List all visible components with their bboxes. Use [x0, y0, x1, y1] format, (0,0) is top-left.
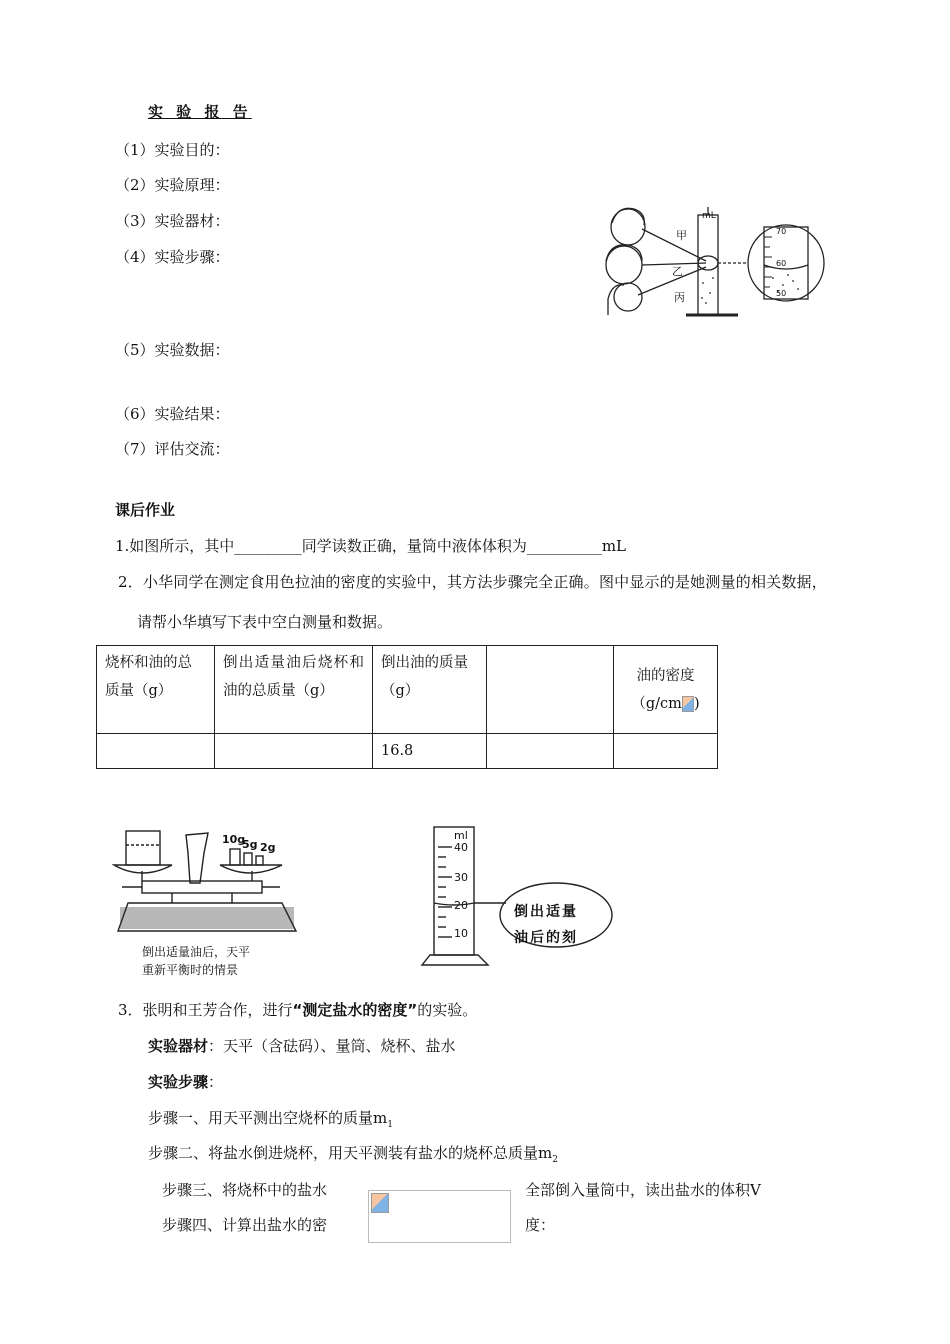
question-2-line2: 请帮小华填写下表中空白测量和数据。	[137, 613, 393, 631]
step-2-subscript: 2	[552, 1155, 558, 1165]
broken-image-placeholder	[368, 1190, 511, 1243]
table-header-row	[97, 646, 718, 734]
student-jia-label: 甲	[676, 229, 687, 242]
measuring-cylinder-figure	[418, 823, 618, 973]
balance-figure	[112, 823, 312, 983]
q3-step-2	[148, 1142, 558, 1165]
cylinder-ml-label: ml	[454, 829, 468, 842]
table-header-cell	[97, 646, 215, 734]
steps-colon: ：	[208, 1073, 224, 1091]
step-3-text-a: 步骤三、将烧杯中的盐水	[162, 1181, 328, 1199]
weight-5g-label: 5g	[242, 838, 258, 851]
table-header-cell: 油的密度（g/cm )	[614, 646, 718, 734]
materials-text: ：天平（含砝码）、量筒、烧杯、盐水	[208, 1037, 456, 1055]
cylinder-tick-30: 30	[454, 871, 468, 884]
oil-density-table	[96, 645, 718, 769]
report-item-principle: （2）实验原理：	[115, 176, 230, 194]
cylinder-tick-20: 20	[454, 899, 468, 912]
question-3-bold-title: “测定盐水的密度”	[292, 1001, 418, 1019]
weight-10g-label: 10g	[222, 833, 246, 846]
q3-step-1	[148, 1107, 393, 1130]
report-title: 实 验 报 告	[148, 103, 252, 121]
question-3	[118, 999, 477, 1020]
table-cell: 16.8	[373, 734, 487, 769]
report-item-result: （6）实验结果：	[115, 405, 230, 423]
table-cell	[614, 734, 718, 769]
student-yi-label: 乙	[672, 265, 683, 278]
table-row	[97, 734, 718, 769]
broken-image-icon	[371, 1193, 389, 1213]
tick-70-label: 70	[776, 227, 787, 236]
cylinder-tick-10: 10	[454, 927, 468, 940]
report-item-data: （5）实验数据：	[115, 341, 230, 359]
table-header-cell	[215, 646, 373, 734]
balance-caption-line1: 倒出适量油后，天平	[142, 945, 251, 959]
report-item-equipment: （3）实验器材：	[115, 212, 230, 230]
steps-label: 实验步骤	[148, 1073, 209, 1091]
step-1-subscript: 1	[387, 1120, 393, 1130]
report-item-evaluation: （7）评估交流：	[115, 440, 230, 458]
broken-image-icon	[682, 696, 694, 712]
q3-steps-heading	[148, 1071, 223, 1092]
cylinder-reading-figure	[598, 203, 828, 323]
step-2-text: 步骤二、将盐水倒进烧杯，用天平测装有盐水的烧杯总质量m	[148, 1144, 553, 1162]
step-3-text-b: 全部倒入量筒中，读出盐水的体积V	[525, 1181, 761, 1199]
header-total-mass: 烧杯和油的总质量（g）	[105, 655, 192, 699]
weight-2g-label: 2g	[260, 841, 276, 854]
table-header-cell	[487, 646, 614, 734]
student-bing-label: 丙	[674, 291, 685, 304]
tick-60-label: 60	[776, 259, 787, 268]
homework-heading: 课后作业	[115, 501, 176, 519]
header-poured-mass: 倒出油的质量（g）	[381, 655, 468, 699]
cylinder-unit-label: mL	[702, 211, 716, 221]
header-oil-density: 油的密度（g/cm	[631, 667, 695, 712]
materials-label: 实验器材	[148, 1037, 209, 1055]
q3-materials	[148, 1035, 456, 1056]
table-cell	[215, 734, 373, 769]
bubble-text-line1: 倒出适量	[514, 904, 578, 920]
question-3-intro: 3．张明和王芳合作，进行	[118, 1001, 293, 1019]
report-item-purpose: （1）实验目的：	[115, 141, 230, 159]
step-4-text-a: 步骤四、计算出盐水的密	[162, 1216, 328, 1234]
cylinder-tick-40: 40	[454, 841, 468, 854]
question-3-end: 的实验。	[417, 1001, 478, 1019]
balance-caption-line2: 重新平衡时的情景	[142, 963, 239, 977]
header-remaining-mass: 倒出适量油后烧杯和油的总质量（g）	[223, 655, 364, 699]
step-4-text-b: 度：	[525, 1216, 556, 1234]
report-item-steps: （4）实验步骤：	[115, 248, 230, 266]
table-header-cell	[373, 646, 487, 734]
table-cell	[487, 734, 614, 769]
table-cell	[97, 734, 215, 769]
question-2-line1: 2．小华同学在测定食用色拉油的密度的实验中，其方法步骤完全正确。图中显示的是她测量的相关数据，	[118, 573, 827, 591]
step-1-text: 步骤一、用天平测出空烧杯的质量m	[148, 1109, 388, 1127]
bubble-text-line2: 油后的刻	[514, 930, 578, 946]
tick-50-label: 50	[776, 289, 787, 298]
question-1: 1.如图所示，其中_________同学读数正确，量筒中液体体积为__________mL	[115, 537, 626, 555]
